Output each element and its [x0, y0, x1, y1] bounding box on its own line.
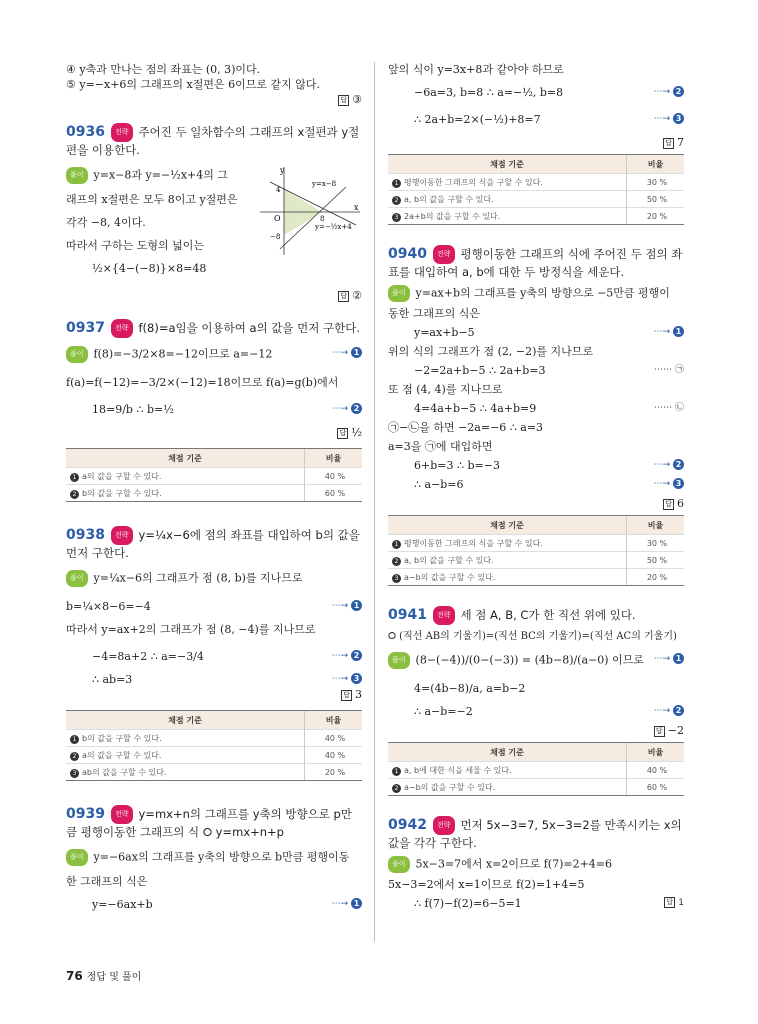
text-line: 따라서 구하는 도형의 넓이는 — [66, 239, 205, 252]
scoring-table: 채점 기준 비율 1 b의 값을 구할 수 있다. 40 % 2 a의 값을 구할 수 있다. 40 % 3 ab의 값을 구할 수 있다. 20 % — [66, 710, 362, 781]
table-row: 2 a, b의 값을 구할 수 있다. 50 % — [388, 552, 684, 569]
math-line: 따라서 y=ax+2의 그래프가 점 (8, −4)를 지나므로 — [66, 623, 316, 636]
problem-number: 0937 — [66, 320, 105, 336]
math-line: f(8)=−3/2×8=−12이므로 a=−12 — [93, 347, 273, 361]
page-number: 76 — [66, 969, 83, 983]
text-line: ④ y축과 만나는 점의 좌표는 (0, 3)이다. — [66, 63, 261, 76]
answer: 답 7 — [388, 135, 684, 150]
math-line: (8−(−4))/(0−(−3)) = (4b−8)/(a−0) 이므로 — [415, 653, 644, 667]
tick-label: 4 — [276, 186, 281, 194]
problem-0940: 0940 전략 평행이동한 그래프의 식에 주어진 두 점의 좌표를 대입하여 a, b에 대한 두 방정식을 세운다. 풀이 y=ax+b의 그래프를 y축의 방향으로 −5만큼 평행이 동한 그래프의 식은 y=ax+b−5 ⋯→ 1 위의 식의 그래프가 점 (2, −2)를 지나므로 −2=2a+b−5 ∴ 2a+b=3 ⋯⋯ ㉠ 또 점 (4, 4)를 지나므로 4=4a+b−5 ∴ 4a+b=9 ⋯⋯ ㉡ ㉠−㉡을 하면 −2a=−6 ∴ a=3 a=3을 ㉠에 대입하면 6+b=3 ∴ b=−3 ⋯→ 2 ∴ a−b=6 ⋯→ 3 답 6 채점 기준 비율 1 평행이동한 그래프의 식을 구할 수 있다. 30 % 2 a, b의 값을 구할 수 있다. 50 % 3 a−b의 값을 구할 수 있다. 20 % — [388, 245, 684, 586]
problem-number: 0936 — [66, 124, 105, 140]
table-row: 1 평행이동한 그래프의 식을 구할 수 있다. 30 % — [388, 174, 684, 191]
problem-title: 평행이동한 그래프의 식에 주어진 두 점의 좌표를 대입하여 a, b에 대한 두 방정식을 세운다. — [388, 247, 683, 279]
problem-title: 세 점 A, B, C가 한 직선 위에 있다. — [460, 608, 636, 622]
problem-0941: 0941 전략 세 점 A, B, C가 한 직선 위에 있다. ⭘ (직선 AB의 기울기)=(직선 BC의 기울기)=(직선 AC의 기울기) 풀이 (8−(−4))/(0−(−3)) = (4b−8)/(a−0) 이므로 ⋯→ 1 4=(4b−8)/a, a=b−2 ∴ a−b=−2 ⋯→ 2 답 −2 채점 기준 비율 1 a, b에 대한 식을 세울 수 있다. 40 % 2 a−b의 값을 구할 수 있다. 60 % — [388, 606, 684, 796]
axis-label-x: x — [354, 203, 359, 212]
text-line: y=x−8과 y=−½x+4의 그 — [93, 168, 228, 182]
math-line: −2=2a+b−5 ∴ 2a+b=3 — [414, 364, 546, 377]
scoring-table: 채점 기준 비율 1 a, b에 대한 식을 세울 수 있다. 40 % 2 a−b의 값을 구할 수 있다. 60 % — [388, 742, 684, 796]
table-row: 1 평행이동한 그래프의 식을 구할 수 있다. 30 % — [388, 535, 684, 552]
strategy-tag: 전략 — [433, 816, 455, 835]
problem-0939: 0939 전략 y=mx+n의 그래프를 y축의 방향으로 p만큼 평행이동한 그래프의 식 ⭘ y=mx+n+p 풀이 y=−6ax의 그래프를 y축의 방향으로 b만큼 평행이동 한 그래프의 식은 y=−6ax+b ⋯→ 1 — [66, 805, 362, 912]
math-line: 5x−3=2에서 x=1이므로 f(2)=1+4=5 — [388, 878, 585, 891]
problem-title: 먼저 5x−3=7, 5x−3=2를 만족시키는 x의 값을 각각 구한다. — [388, 818, 682, 850]
problem-0942: 0942 전략 먼저 5x−3=7, 5x−3=2를 만족시키는 x의 값을 각각 구한다. 풀이 5x−3=7에서 x=2이므로 f(7)=2+4=6 5x−3=2에서 x=1이므로 f(2)=1+4=5 ∴ f(7)−f(2)=6−5=1 답 1 — [388, 817, 684, 910]
table-row: 1 a, b에 대한 식을 세울 수 있다. 40 % — [388, 762, 684, 779]
math-line: 5x−3=7에서 x=2이므로 f(7)=2+4=6 — [415, 857, 613, 871]
math-line: ½×{4−(−8)}×8=48 — [92, 262, 207, 275]
origin-label: O — [274, 214, 281, 223]
table-row: 1 a의 값을 구할 수 있다. 40 % — [66, 468, 362, 485]
table-row: 2 b의 값을 구할 수 있다. 60 % — [66, 485, 362, 502]
math-line: ㉠−㉡을 하면 −2a=−6 ∴ a=3 — [388, 421, 544, 434]
scoring-table: 채점 기준 비율 1 평행이동한 그래프의 식을 구할 수 있다. 30 % 2 a, b의 값을 구할 수 있다. 50 % 3 2a+b의 값을 구할 수 있다. 20 % — [388, 154, 684, 225]
table-row: 3 a−b의 값을 구할 수 있다. 20 % — [388, 569, 684, 586]
strategy-tag: 전략 — [111, 319, 133, 338]
math-line: ∴ ab=3 — [92, 673, 133, 686]
math-line: b=¼×8−6=−4 — [66, 600, 151, 613]
text-line: 한 그래프의 식은 — [66, 875, 148, 888]
math-line: ∴ a−b=6 — [414, 478, 464, 491]
text-line: 위의 식의 그래프가 점 (2, −2)를 지나므로 — [388, 345, 594, 358]
math-line: ∴ f(7)−f(2)=6−5=1 — [414, 897, 522, 910]
problem-number: 0941 — [388, 607, 427, 623]
strategy-tag: 전략 — [111, 526, 133, 545]
answer: 답 6 — [388, 496, 684, 511]
table-row: 2 a, b의 값을 구할 수 있다. 50 % — [388, 191, 684, 208]
solution-tag: 풀이 — [388, 285, 410, 302]
text-line: y=−6ax의 그래프를 y축의 방향으로 b만큼 평행이동 — [93, 850, 350, 864]
strategy-note: ⭘ (직선 AB의 기울기)=(직선 BC의 기울기)=(직선 AC의 기울기) — [388, 631, 677, 642]
solution-tag: 풀이 — [388, 652, 410, 669]
solution-tag: 풀이 — [66, 849, 88, 866]
problem-number: 0940 — [388, 246, 427, 262]
column-divider — [374, 62, 375, 942]
left-column — [66, 62, 362, 912]
axis-label-y: y — [280, 167, 285, 175]
math-line: y=−6ax+b — [92, 898, 153, 911]
answer: 1 — [678, 898, 684, 908]
strategy-tag: 전략 — [111, 123, 133, 142]
math-line: 18=9/b ∴ b=½ — [92, 403, 174, 416]
problem-0937: 0937 전략 f(8)=a임을 이용하여 a의 값을 먼저 구한다. 풀이 f(8)=−3/2×8=−12이므로 a=−12 ⋯→ 1 f(a)=f(−12)=−3/2×(−12)=18이므로 f(a)=g(b)에서 18=9/b ∴ b=½ ⋯→ 2 답 ½ 채점 기준 비율 1 a의 값을 구할 수 있다. 40 % 2 b의 값을 구할 수 있다. 60 % — [66, 319, 362, 502]
answer: 답 ② — [66, 288, 362, 303]
math-line: y=ax+b−5 — [414, 326, 475, 339]
strategy-tag: 전략 — [433, 245, 455, 264]
problem-0936 — [66, 123, 362, 303]
answer: 답 ③ — [66, 92, 362, 107]
solution-tag: 풀이 — [66, 346, 88, 363]
math-line: 4=4a+b−5 ∴ 4a+b=9 — [414, 402, 537, 415]
table-row: 2 a−b의 값을 구할 수 있다. 60 % — [388, 779, 684, 796]
text-line: y=ax+b의 그래프를 y축의 방향으로 −5만큼 평행이 — [415, 286, 670, 300]
answer: 답 ½ — [66, 425, 362, 440]
strategy-tag: 전략 — [433, 606, 455, 625]
table-row: 3 ab의 값을 구할 수 있다. 20 % — [66, 764, 362, 781]
math-line: y=¼x−6의 그래프가 점 (8, b)를 지나므로 — [93, 571, 303, 585]
solution-tag: 풀이 — [388, 856, 410, 873]
text-line: 동한 그래프의 식은 — [388, 307, 481, 320]
math-line: ∴ 2a+b=2×(−½)+8=7 — [414, 113, 541, 126]
math-line: f(a)=f(−12)=−3/2×(−12)=18이므로 f(a)=g(b)에서 — [66, 376, 339, 389]
table-row: 1 b의 값을 구할 수 있다. 40 % — [66, 730, 362, 747]
problem-0938: 0938 전략 y=¼x−6에 점의 좌표를 대입하여 b의 값을 먼저 구한다. 풀이 y=¼x−6의 그래프가 점 (8, b)를 지나므로 b=¼×8−6=−4 ⋯→ 1 따라서 y=ax+2의 그래프가 점 (8, −4)를 지나므로 −4=8a+2 ∴ a=−3/4 ⋯→ 2 ∴ ab=3 ⋯→ 3 답 3 채점 기준 비율 1 b의 값을 구할 수 있다. 40 % 2 a의 값을 구할 수 있다. 40 % 3 ab의 값을 구할 수 있다. 20 % — [66, 526, 362, 781]
text-line: 각각 −8, 4이다. — [66, 216, 146, 229]
table-row: 2 a의 값을 구할 수 있다. 40 % — [66, 747, 362, 764]
problem-number: 0942 — [388, 817, 427, 833]
math-line: −4=8a+2 ∴ a=−3/4 — [92, 650, 204, 663]
line-label: y=−½x+4 — [315, 223, 352, 231]
math-line: 6+b=3 ∴ b=−3 — [414, 459, 500, 472]
answer: 답 −2 — [388, 723, 684, 738]
strategy-tag: 전략 — [111, 805, 133, 824]
scoring-table: 채점 기준 비율 1 평행이동한 그래프의 식을 구할 수 있다. 30 % 2 a, b의 값을 구할 수 있다. 50 % 3 a−b의 값을 구할 수 있다. 20 % — [388, 515, 684, 586]
text-line: a=3을 ㉠에 대입하면 — [388, 440, 493, 453]
problem-number: 0938 — [66, 527, 105, 543]
text-line: 앞의 식이 y=3x+8과 같아야 하므로 — [388, 63, 564, 76]
math-line: ∴ a−b=−2 — [414, 705, 473, 718]
answer: 답 3 — [66, 687, 362, 702]
right-column: 앞의 식이 y=3x+8과 같아야 하므로 −6a=3, b=8 ∴ a=−½, b=8 ⋯→ 2 ∴ 2a+b=2×(−½)+8=7 ⋯→ 3 답 7 채점 기준 비율 1 평행이동한 그래프의 식을 구할 수 있다. 30 % 2 a, b의 값을 구할 수 있다. 50 % 3 2a+b의 값을 구할 수 있다. 20 % 0940 전략 평행이동한 그래프의 식에 주어진 두 점의 좌표를 대입하여 a, b에 대한 두 방정식을 세운다. 풀이 y=ax+b의 그래프를 y축의 방향으로 −5만큼 평행이 동한 그래프의 식은 y=ax+b−5 ⋯→ 1 위의 식의 그래프가 점 (2, −2)를 지나므로 −2=2a+b−5 ∴ 2a+b=3 ⋯⋯ ㉠ 또 점 (4, 4)를 지나므로 4=4a+b−5 ∴ 4a+b=9 ⋯⋯ ㉡ ㉠−㉡을 하면 −2a=−6 ∴ a=3 a=3을 ㉠에 대입하면 6+b=3 ∴ b=−3 ⋯→ 2 ∴ a−b=6 ⋯→ 3 답 6 채점 기준 비율 1 평행이동한 그래프의 식을 구할 수 있다. 30 % 2 a, b의 값을 구할 수 있다. 50 % 3 a−b의 값을 구할 수 있다. 20 % 0941 전략 세 점 A, B, C가 한 직선 위에 있다. ⭘ (직선 AB의 기울기)=(직선 BC의 기울기)=(직선 AC의 기울기) 풀이 (8−(−4))/(0−(−3)) = (4b−8)/(a−0) 이므로 ⋯→ 1 4=(4b−8)/a, a=b−2 ∴ a−b=−2 ⋯→ 2 답 −2 채점 기준 비율 1 a, b에 대한 식을 세울 수 있다. 40 % 2 a−b의 값을 구할 수 있다. 60 % 0942 전략 먼저 5x−3=7, 5x−3=2를 만족시키는 x의 값을 각각 구한다. 풀이 5x−3=7에서 x=2이므로 f(7)=2+4=6 5x−3=2에서 x=1이므로 f(2)=1+4=5 ∴ f(7)−f(2)=6−5=1 답 1 — [388, 63, 684, 910]
text-line: 또 점 (4, 4)를 지나므로 — [388, 383, 503, 396]
problem-title: 주어진 두 일차함수의 그래프의 x절편과 y절편을 이용한다. — [66, 125, 360, 157]
math-line: −6a=3, b=8 ∴ a=−½, b=8 — [414, 86, 564, 99]
table-row: 3 2a+b의 값을 구할 수 있다. 20 % — [388, 208, 684, 225]
text-line: ⑤ y=−x+6의 그래프의 x절편은 6이므로 같지 않다. — [66, 78, 320, 91]
solution-tag: 풀이 — [66, 167, 88, 184]
problem-title: y=¼x−6에 점의 좌표를 대입하여 b의 값을 먼저 구한다. — [66, 528, 360, 560]
solution-tag: 풀이 — [66, 570, 88, 587]
scoring-table: 채점 기준 비율 1 a의 값을 구할 수 있다. 40 % 2 b의 값을 구할 수 있다. 60 % — [66, 448, 362, 502]
line-label: y=x−8 — [312, 180, 337, 188]
footer-label: 정답 및 풀이 — [86, 972, 142, 983]
math-line: 4=(4b−8)/a, a=b−2 — [414, 682, 526, 695]
tick-label: −8 — [270, 233, 281, 241]
page-footer — [66, 968, 141, 983]
tick-label: 8 — [320, 215, 325, 223]
text-line: 래프의 x절편은 모두 8이고 y절편은 — [66, 193, 238, 206]
problem-title: y=mx+n의 그래프를 y축의 방향으로 p만큼 평행이동한 그래프의 식 ⭘ y=mx+n+p — [66, 807, 352, 839]
problem-number: 0939 — [66, 806, 105, 822]
problem-title: f(8)=a임을 이용하여 a의 값을 먼저 구한다. — [138, 321, 361, 335]
